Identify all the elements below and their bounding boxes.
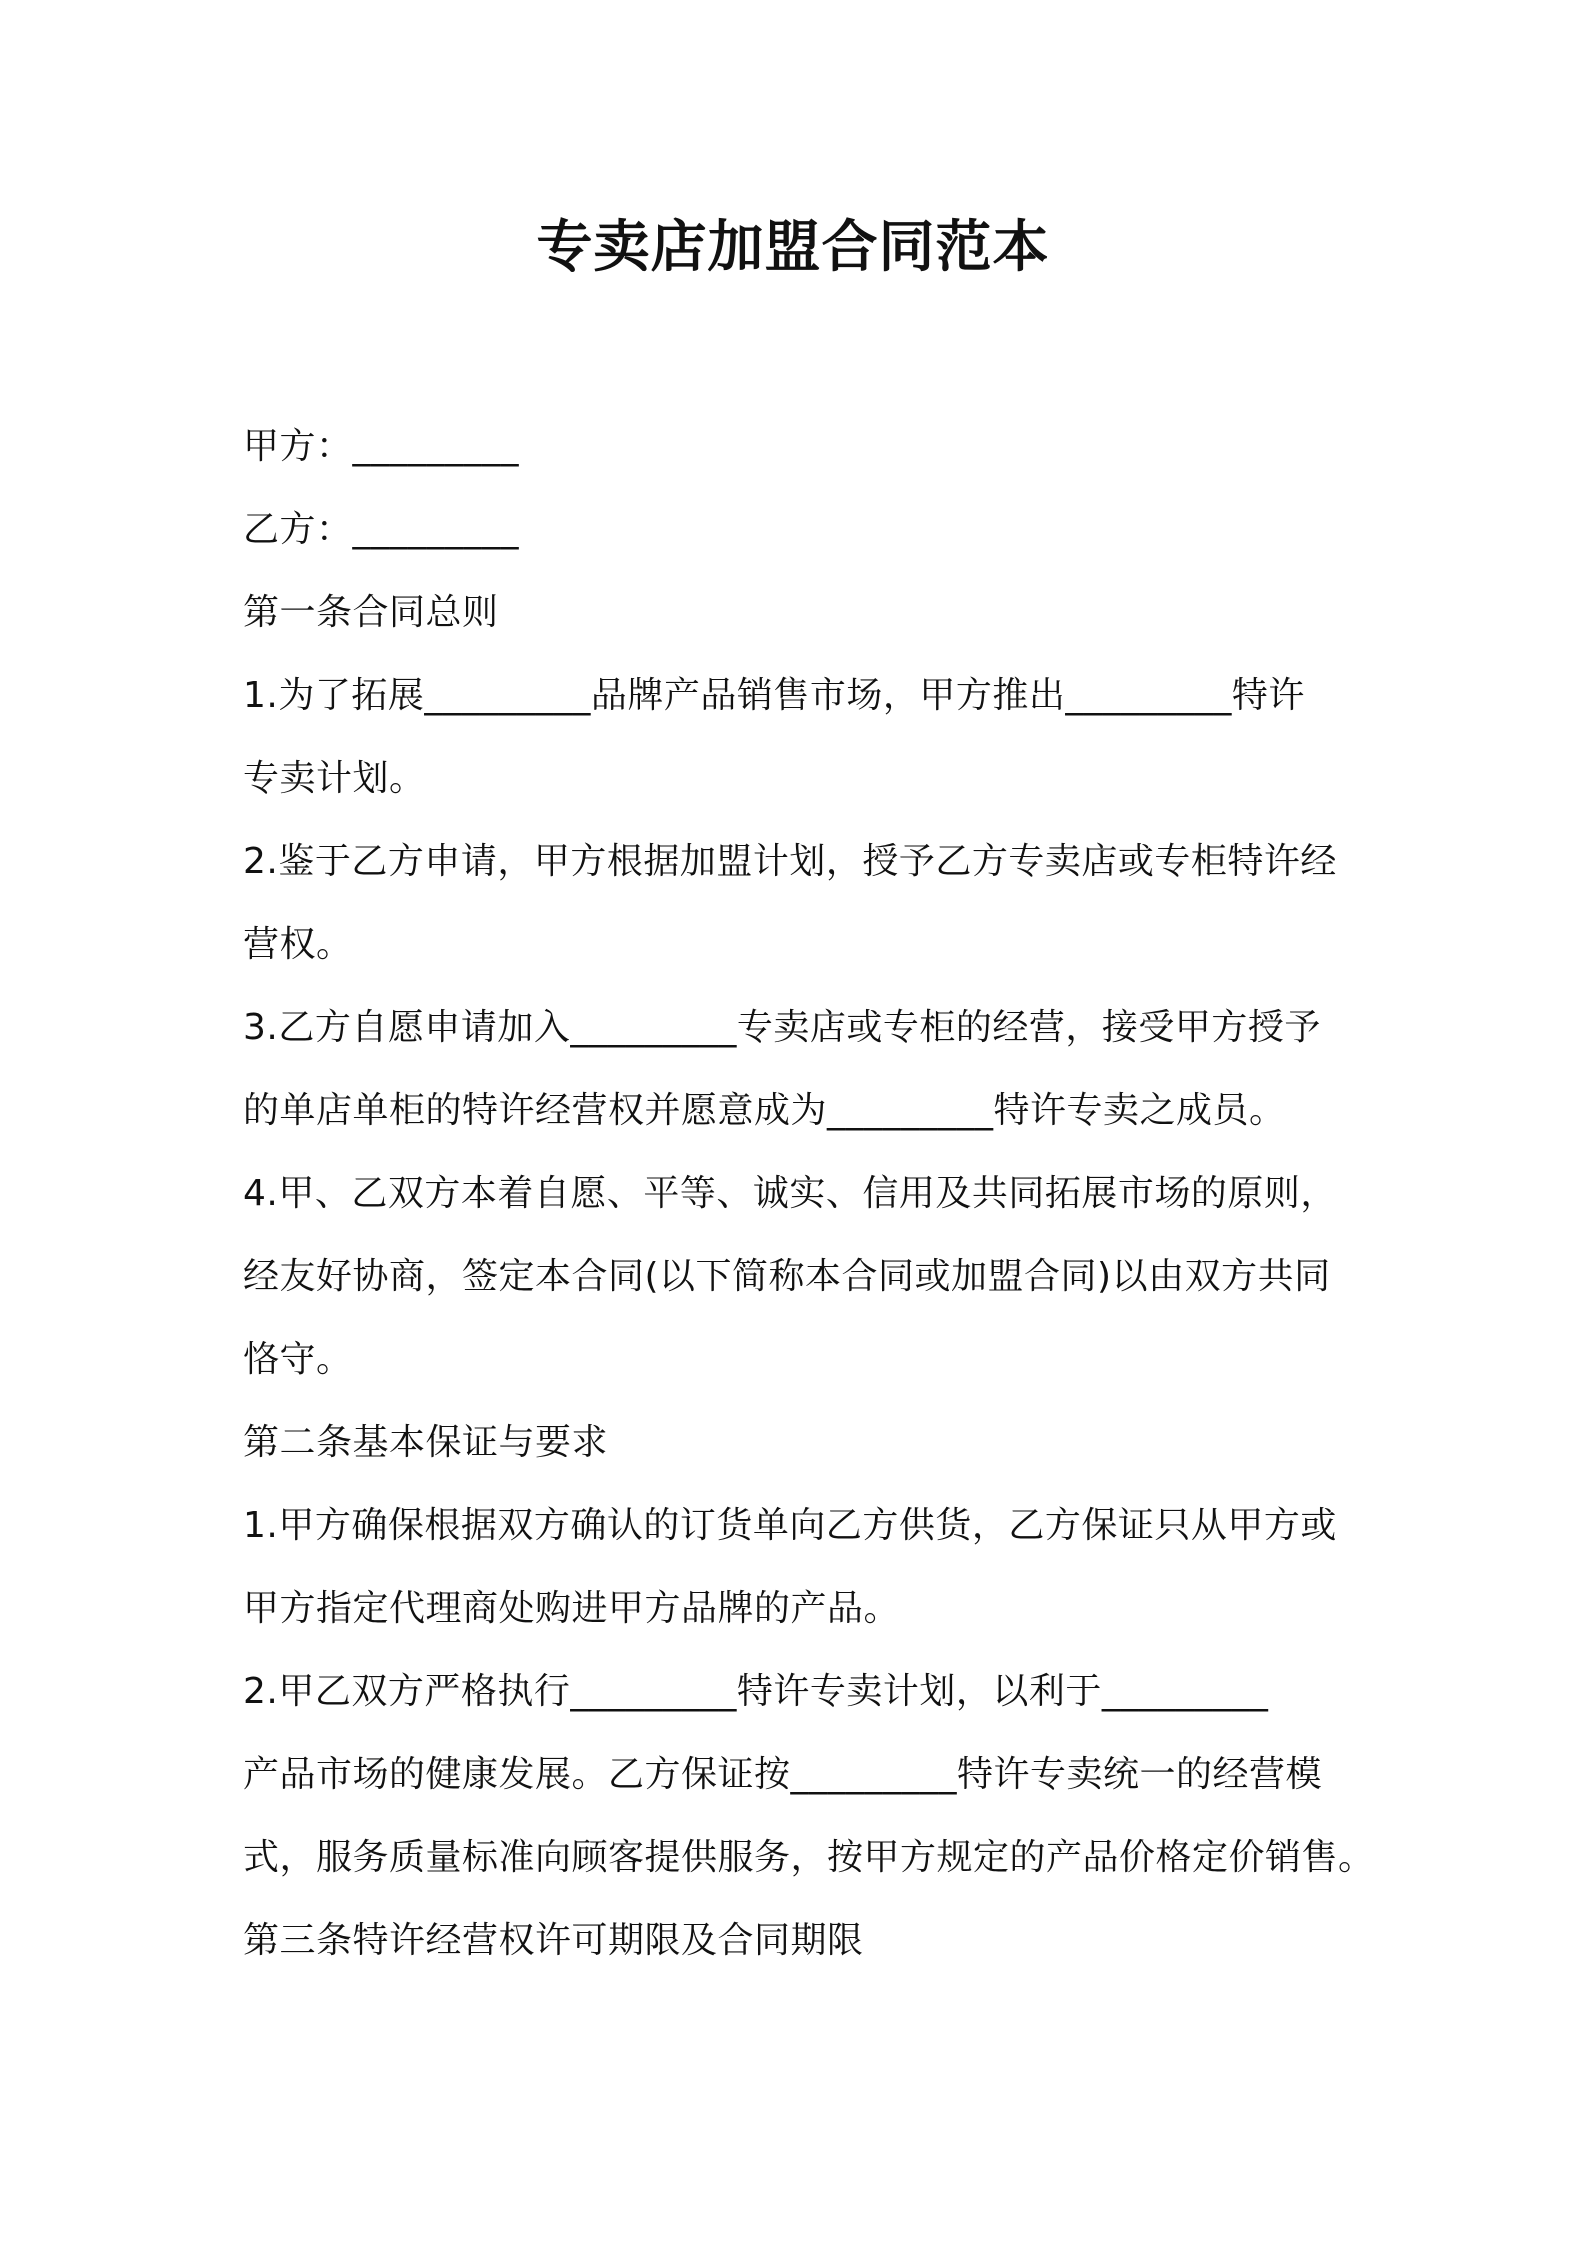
text-line: 营权。 <box>243 924 353 965</box>
party-a-line: 甲方：_________ <box>243 426 520 467</box>
text-line: 4.甲、乙双方本着自愿、平等、诚实、信用及共同拓展市场的原则， <box>243 1173 1337 1214</box>
document-title: 专卖店加盟合同范本 <box>536 215 1050 280</box>
text-line: 的单店单柜的特许经营权并愿意成为_________特许专卖之成员。 <box>243 1090 1286 1131</box>
article-2-heading: 第二条基本保证与要求 <box>243 1422 609 1463</box>
text-line: 2.甲乙双方严格执行_________特许专卖计划，以利于_________ <box>243 1671 1269 1712</box>
text-line: 1.甲方确保根据双方确认的订货单向乙方供货，乙方保证只从甲方或 <box>243 1505 1337 1546</box>
document-body <box>243 405 1375 1982</box>
text-line: 2.鉴于乙方申请，甲方根据加盟计划，授予乙方专卖店或专柜特许经 <box>243 841 1337 882</box>
text-line: 甲方指定代理商处购进甲方品牌的产品。 <box>243 1588 901 1629</box>
text-line: 产品市场的健康发展。乙方保证按_________特许专卖统一的经营模 <box>243 1754 1323 1795</box>
text-line: 经友好协商，签定本合同(以下简称本合同或加盟合同)以由双方共同 <box>243 1256 1331 1297</box>
text-line: 恪守。 <box>243 1339 353 1380</box>
article-3-heading: 第三条特许经营权许可期限及合同期限 <box>243 1920 864 1961</box>
text-line: 专卖计划。 <box>243 758 426 799</box>
text-line: 式，服务质量标准向顾客提供服务，按甲方规定的产品价格定价销售。 <box>243 1837 1375 1878</box>
party-b-line: 乙方：_________ <box>243 509 520 550</box>
article-1-heading: 第一条合同总则 <box>243 592 499 633</box>
text-line: 3.乙方自愿申请加入_________专卖店或专柜的经营，接受甲方授予 <box>243 1007 1321 1048</box>
text-line: 1.为了拓展_________品牌产品销售市场，甲方推出_________特许 <box>243 675 1305 716</box>
